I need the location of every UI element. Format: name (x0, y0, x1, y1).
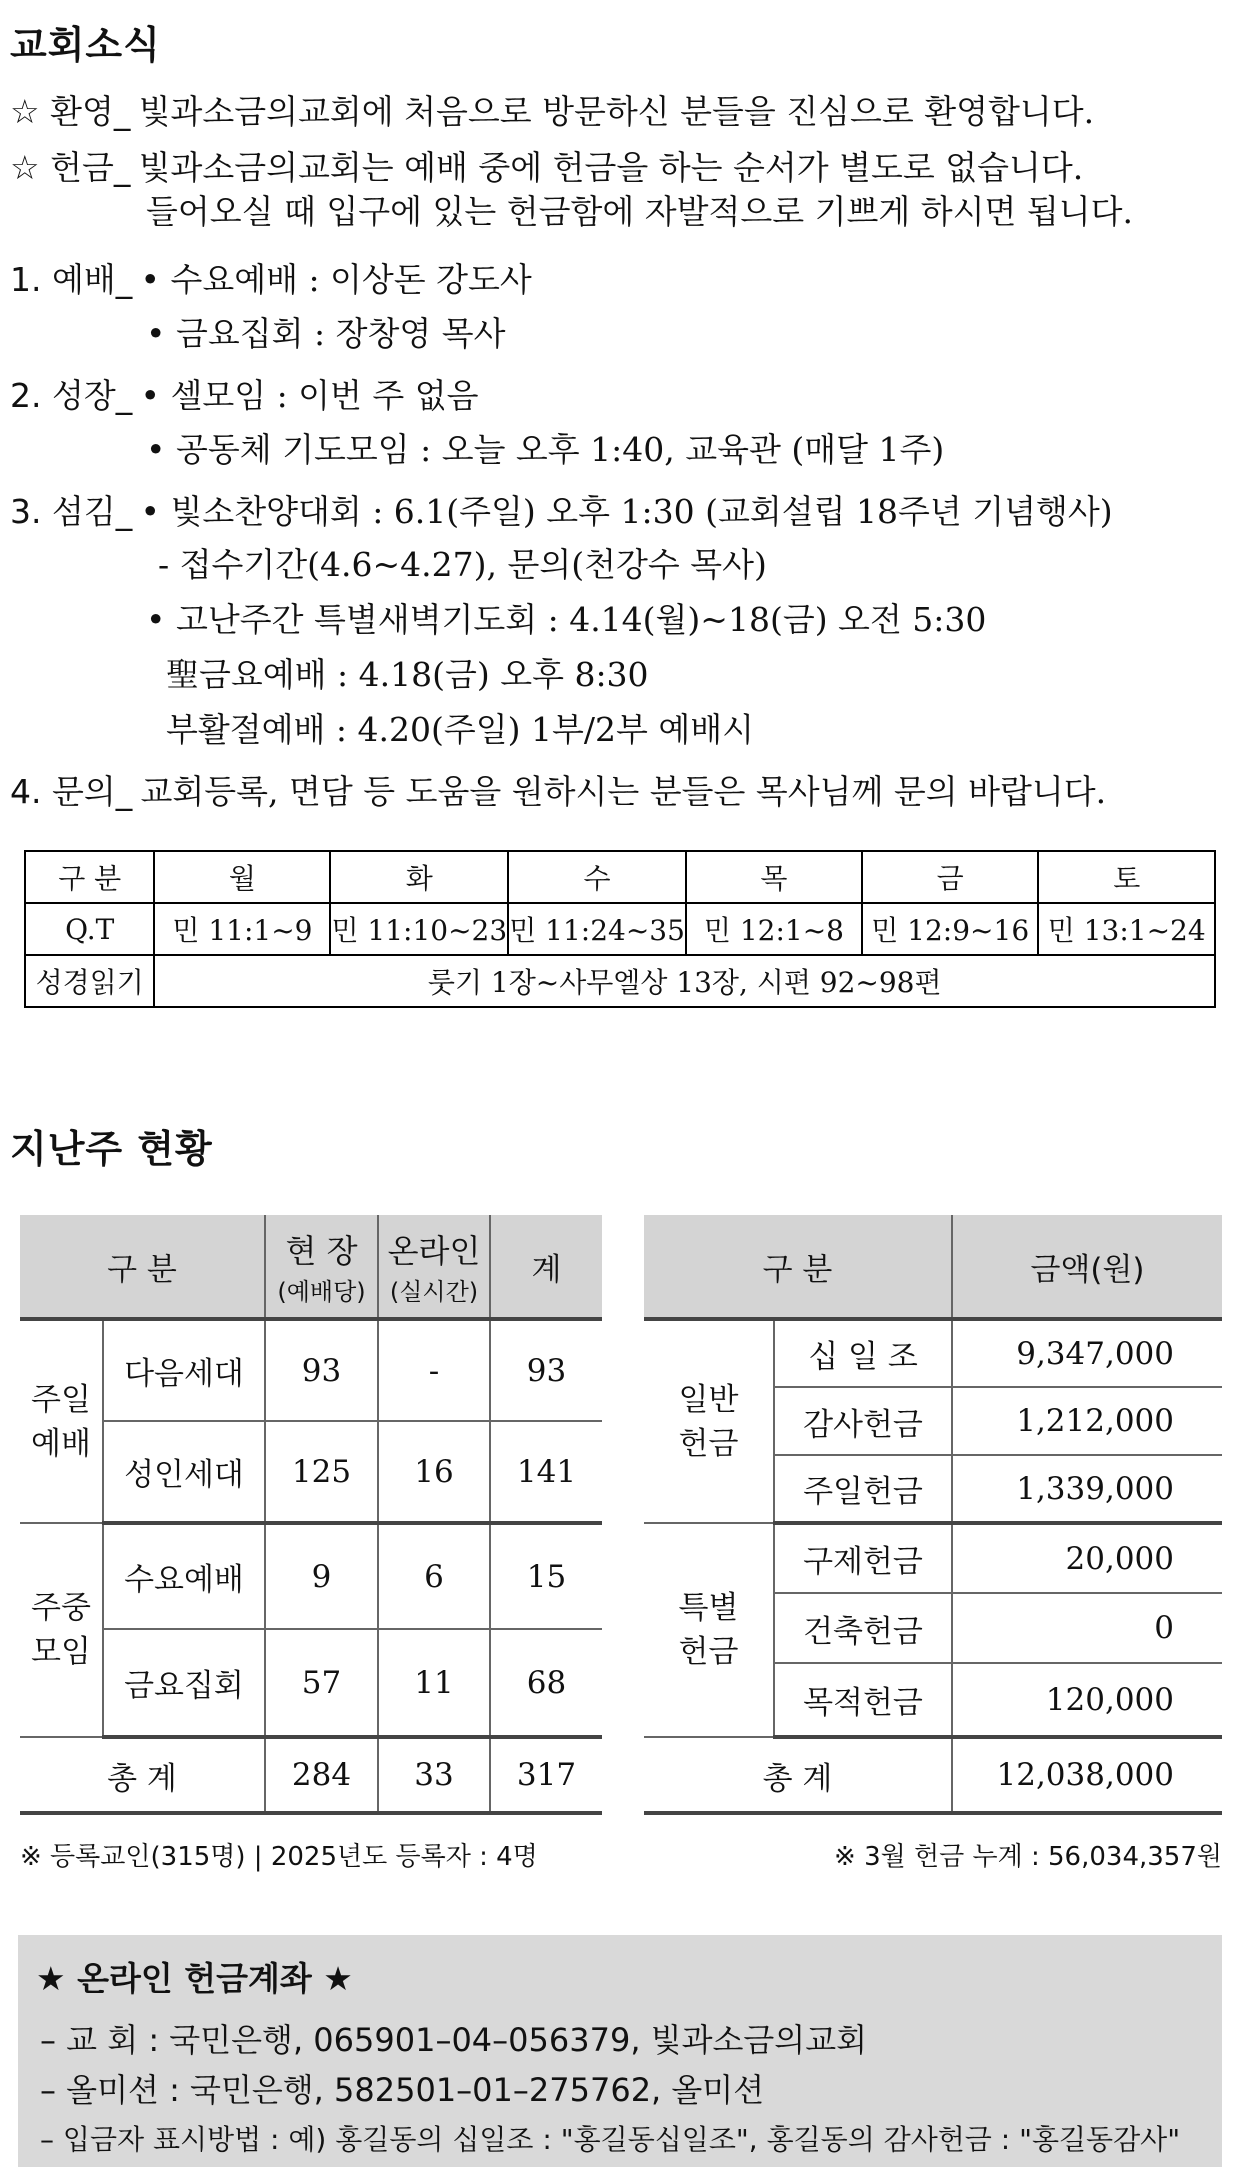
online-account-title: ★ 온라인 헌금계좌 ★ (36, 1959, 353, 1998)
account-method: – 입금자 표시방법 : 예) 홍길동의 십일조 : "홍길동십일조", 홍길동의 감사헌금 : "홍길동감사" (40, 2123, 1181, 2156)
qt-header-mon: 월 (154, 851, 330, 903)
attendance-row-online: - (378, 1319, 490, 1421)
attendance-row-online: 11 (378, 1629, 490, 1737)
offering-row-amount: 1,339,000 (952, 1455, 1222, 1523)
item4-line (10, 772, 1106, 813)
offering-table (644, 1215, 1222, 1815)
item3-a: • 빛소찬양대회 : 6.1(주일) 오후 1:30 (교회설립 18주년 기념행사) (140, 492, 1113, 531)
offering-group-general: 일반 헌금 (644, 1319, 774, 1523)
table-row (20, 1523, 602, 1629)
item2-line (10, 376, 479, 417)
offering-header-row (644, 1215, 1222, 1319)
offering-row-amount: 1,212,000 (952, 1387, 1222, 1455)
attendance-header-site-sub: (예배당) (277, 1277, 366, 1306)
attendance-group-sunday: 주일 예배 (20, 1319, 103, 1523)
qt-header-wed: 수 (508, 851, 686, 903)
item3-line-b (158, 545, 767, 586)
account-mission: – 올미션 : 국민은행, 582501–01–275762, 올미션 (40, 2071, 765, 2109)
item3-line-c (146, 600, 986, 641)
attendance-header-row (20, 1215, 602, 1319)
offering-row-amount: 120,000 (952, 1663, 1222, 1737)
attendance-sum-total: 317 (490, 1737, 602, 1813)
online-account-box (18, 1935, 1222, 2167)
attendance-row-site: 125 (265, 1421, 378, 1523)
table-row (644, 1319, 1222, 1387)
item3-line (10, 492, 1113, 533)
attendance-header-total: 계 (490, 1215, 602, 1319)
attendance-row-name: 다음세대 (103, 1319, 265, 1421)
offering-note: ※ 3월 헌금 누계 : 56,034,357원 (834, 1842, 1222, 1872)
item1-line-b (146, 314, 505, 355)
item3-d: 聖금요예배 : 4.18(금) 오후 8:30 (166, 655, 649, 694)
offering-row-name: 감사헌금 (774, 1387, 952, 1455)
qt-row-label: Q.T (25, 903, 154, 955)
item1-b: • 금요집회 : 장창영 목사 (146, 314, 506, 353)
attendance-sum-online: 33 (378, 1737, 490, 1813)
welcome-label: ☆ 환영_ (10, 92, 131, 131)
attendance-row-name: 수요예배 (103, 1523, 265, 1629)
attendance-note: ※ 등록교인(315명) | 2025년도 등록자 : 4명 (20, 1842, 538, 1872)
attendance-row-total: 68 (490, 1629, 602, 1737)
offering-header-category: 구 분 (644, 1215, 952, 1319)
offering-sum-label: 총 계 (644, 1737, 952, 1813)
qt-cell-wed: 민 11:24~35 (508, 903, 686, 955)
qt-cell-thu: 민 12:1~8 (686, 903, 862, 955)
attendance-sum-label: 총 계 (20, 1737, 265, 1813)
attendance-header-online (378, 1215, 490, 1319)
attendance-row-total: 93 (490, 1319, 602, 1421)
offering-row-name: 구제헌금 (774, 1523, 952, 1593)
attendance-sum-row (20, 1737, 602, 1813)
attendance-row-name: 금요집회 (103, 1629, 265, 1737)
welcome-line (10, 92, 1094, 133)
welcome-text: 빛과소금의교회에 처음으로 방문하신 분들을 진심으로 환영합니다. (138, 92, 1095, 131)
item4-text: 교회등록, 면담 등 도움을 원하시는 분들은 목사님께 문의 바랍니다. (140, 772, 1107, 811)
qt-cell-mon: 민 11:1~9 (154, 903, 330, 955)
attendance-row-total: 141 (490, 1421, 602, 1523)
attendance-row-online: 6 (378, 1523, 490, 1629)
item3-e: 부활절예배 : 4.20(주일) 1부/2부 예배시 (166, 710, 754, 749)
table-row (644, 1523, 1222, 1593)
attendance-header-online-label: 온라인 (387, 1231, 481, 1270)
offering-line-2 (146, 192, 1133, 233)
reading-cell: 룻기 1장~사무엘상 13장, 시편 92~98편 (154, 955, 1215, 1007)
account-church: – 교 회 : 국민은행, 065901–04–056379, 빛과소금의교회 (40, 2021, 868, 2059)
item1-a: • 수요예배 : 이상돈 강도사 (140, 260, 532, 299)
table-row (20, 1629, 602, 1737)
offering-sum-row (644, 1737, 1222, 1813)
qt-header-row (25, 851, 1215, 903)
item3-line-d (166, 655, 649, 696)
offering-line (10, 148, 1083, 189)
item2-line-b (146, 430, 944, 471)
attendance-header-site-label: 현 장 (285, 1231, 358, 1270)
offering-row-amount: 9,347,000 (952, 1319, 1222, 1387)
attendance-table (20, 1215, 602, 1815)
table-row (20, 1319, 602, 1421)
attendance-row-online: 16 (378, 1421, 490, 1523)
offering-row-name: 건축헌금 (774, 1593, 952, 1663)
qt-header-thu: 목 (686, 851, 862, 903)
item3-c: • 고난주간 특별새벽기도회 : 4.14(월)~18(금) 오전 5:30 (146, 600, 987, 639)
offering-sum-amount: 12,038,000 (952, 1737, 1222, 1813)
attendance-header-category: 구 분 (20, 1215, 265, 1319)
attendance-sum-site: 284 (265, 1737, 378, 1813)
qt-cell-sat: 민 13:1~24 (1038, 903, 1215, 955)
offering-header-amount: 금액(원) (952, 1215, 1222, 1319)
qt-row (25, 903, 1215, 955)
item2-label: 2. 성장_ (10, 376, 133, 415)
attendance-group-weekday: 주중 모임 (20, 1523, 103, 1737)
offering-group-special: 특별 헌금 (644, 1523, 774, 1737)
offering-text-1: 빛과소금의교회는 예배 중에 헌금을 하는 순서가 별도로 없습니다. (138, 148, 1084, 187)
item2-b: • 공동체 기도모임 : 오늘 오후 1:40, 교육관 (매달 1주) (146, 430, 945, 469)
offering-text-2: 들어오실 때 입구에 있는 헌금함에 자발적으로 기쁘게 하시면 됩니다. (146, 192, 1133, 231)
item1-line (10, 260, 532, 301)
attendance-row-total: 15 (490, 1523, 602, 1629)
item3-line-e (166, 710, 754, 751)
offering-row-name: 십 일 조 (774, 1319, 952, 1387)
qt-table (24, 850, 1216, 1008)
attendance-row-site: 57 (265, 1629, 378, 1737)
offering-label: ☆ 헌금_ (10, 148, 131, 187)
qt-header-sat: 토 (1038, 851, 1215, 903)
attendance-row-site: 93 (265, 1319, 378, 1421)
item3-b: - 접수기간(4.6~4.27), 문의(천강수 목사) (158, 545, 767, 584)
qt-header-fri: 금 (862, 851, 1039, 903)
item1-label: 1. 예배_ (10, 260, 133, 299)
attendance-header-online-sub: (실시간) (389, 1277, 479, 1306)
table-row (20, 1421, 602, 1523)
offering-row-amount: 0 (952, 1593, 1222, 1663)
item2-a: • 셀모임 : 이번 주 없음 (140, 376, 479, 415)
item4-label: 4. 문의_ (10, 772, 133, 811)
offering-row-name: 목적헌금 (774, 1663, 952, 1737)
attendance-row-name: 성인세대 (103, 1421, 265, 1523)
attendance-header-site (265, 1215, 378, 1319)
offering-row-name: 주일헌금 (774, 1455, 952, 1523)
section-title-news: 교회소식 (10, 23, 161, 67)
reading-row (25, 955, 1215, 1007)
attendance-row-site: 9 (265, 1523, 378, 1629)
qt-cell-fri: 민 12:9~16 (862, 903, 1039, 955)
offering-row-amount: 20,000 (952, 1523, 1222, 1593)
qt-header-tue: 화 (330, 851, 508, 903)
section-title-last-week: 지난주 현황 (10, 1127, 213, 1171)
reading-row-label: 성경읽기 (25, 955, 154, 1007)
item3-label: 3. 섬김_ (10, 492, 133, 531)
qt-header-category: 구 분 (25, 851, 154, 903)
qt-cell-tue: 민 11:10~23 (330, 903, 508, 955)
